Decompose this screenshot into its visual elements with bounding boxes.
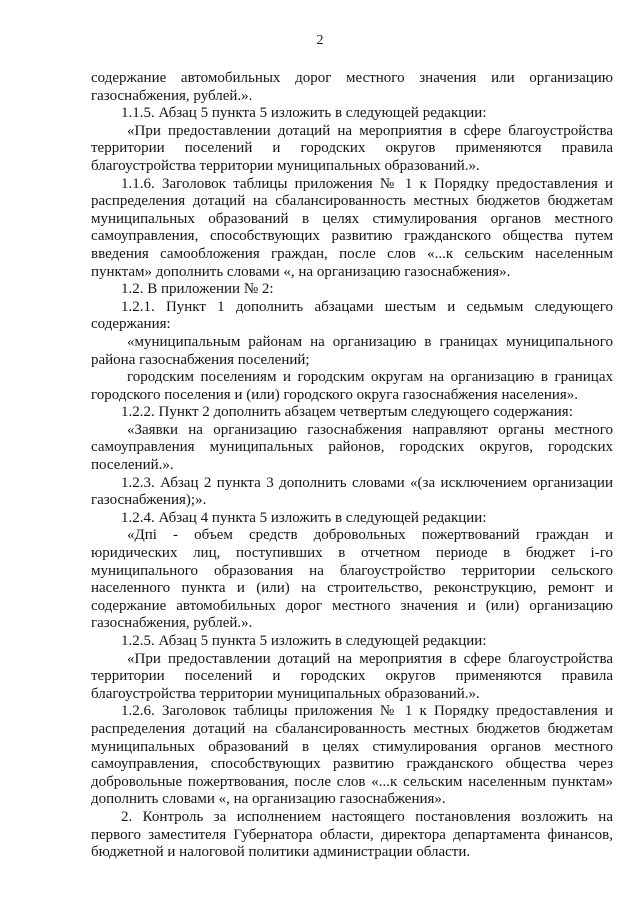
- paragraph: городским поселениям и городским округам на организацию в границах городского поселения и (или) городского округа газоснабжения населения».: [91, 369, 613, 403]
- paragraph: 1.2.1. Пункт 1 дополнить абзацами шестым и седьмым следующего содержания:: [91, 298, 613, 333]
- paragraph: 1.1.5. Абзац 5 пункта 5 изложить в следующей редакции:: [121, 105, 487, 122]
- paragraph: 1.2.6. Заголовок таблицы приложения № 1 к Порядку предоставления и распределения дотаций на сбалансированность местных бюджетов бюджетам муниципальных образований в целях стимулирования органов местного самоуправления, способствующих развитию гражданского общества через добровольные пожертвования, после слов «...к сельским населенным пунктам» дополнить словами «, на организацию газоснабжения».: [91, 703, 613, 808]
- paragraph: 2. Контроль за исполнением настоящего постановления возложить на первого заместителя Губернатора области, директора департамента финансов, бюджетной и налоговой политики администрации области.: [91, 808, 613, 861]
- paragraph: содержание автомобильных дорог местного значения или организацию газоснабжения, рублей.».: [91, 70, 613, 104]
- document-body: [91, 70, 613, 862]
- page-number: 2: [316, 33, 324, 48]
- paragraph: 1.2.3. Абзац 2 пункта 3 дополнить словами «(за исключением организации газоснабжения);».: [91, 474, 613, 509]
- paragraph: 1.2.2. Пункт 2 дополнить абзацем четвертым следующего содержания:: [121, 404, 573, 421]
- paragraph: «При предоставлении дотаций на мероприятия в сфере благоустройства территории поселений и городских округов применяются правила благоустройства территории муниципальных образований.».: [91, 650, 613, 702]
- paragraph: 1.2. В приложении № 2:: [121, 281, 274, 298]
- paragraph: 1.1.6. Заголовок таблицы приложения № 1 к Порядку предоставления и распределения дотаций на сбалансированность местных бюджетов бюджетам муниципальных образований в целях стимулирования органов местного самоуправления, способствующих развитию гражданского общества путем введения самообложения граждан, после слов «...к сельским населенным пунктам» дополнить словами «, на организацию газоснабжения».: [91, 175, 613, 280]
- paragraph: «При предоставлении дотаций на мероприятия в сфере благоустройства территории поселений и городских округов применяются правила благоустройства территории муниципальных образований.».: [91, 122, 613, 174]
- paragraph: «Заявки на организацию газоснабжения направляют органы местного самоуправления муниципальных районов, городских округов, городских поселений.».: [91, 421, 613, 474]
- paragraph: 1.2.4. Абзац 4 пункта 5 изложить в следующей редакции:: [121, 509, 487, 526]
- paragraph: «муниципальным районам на организацию в границах муниципального района газоснабжения поселений;: [91, 333, 613, 368]
- paragraph: 1.2.5. Абзац 5 пункта 5 изложить в следующей редакции:: [121, 633, 487, 649]
- paragraph: «Дпi - объем средств добровольных пожертвований граждан и юридических лиц, поступивших в отчетном периоде в бюджет i-го муниципального образования на благоустройство территории сельского населенного пункта и (или) на строительство, реконструкцию, ремонт и содержание автомобильных дорог местного значения и (или) организацию газоснабжения, рублей.».: [91, 527, 613, 632]
